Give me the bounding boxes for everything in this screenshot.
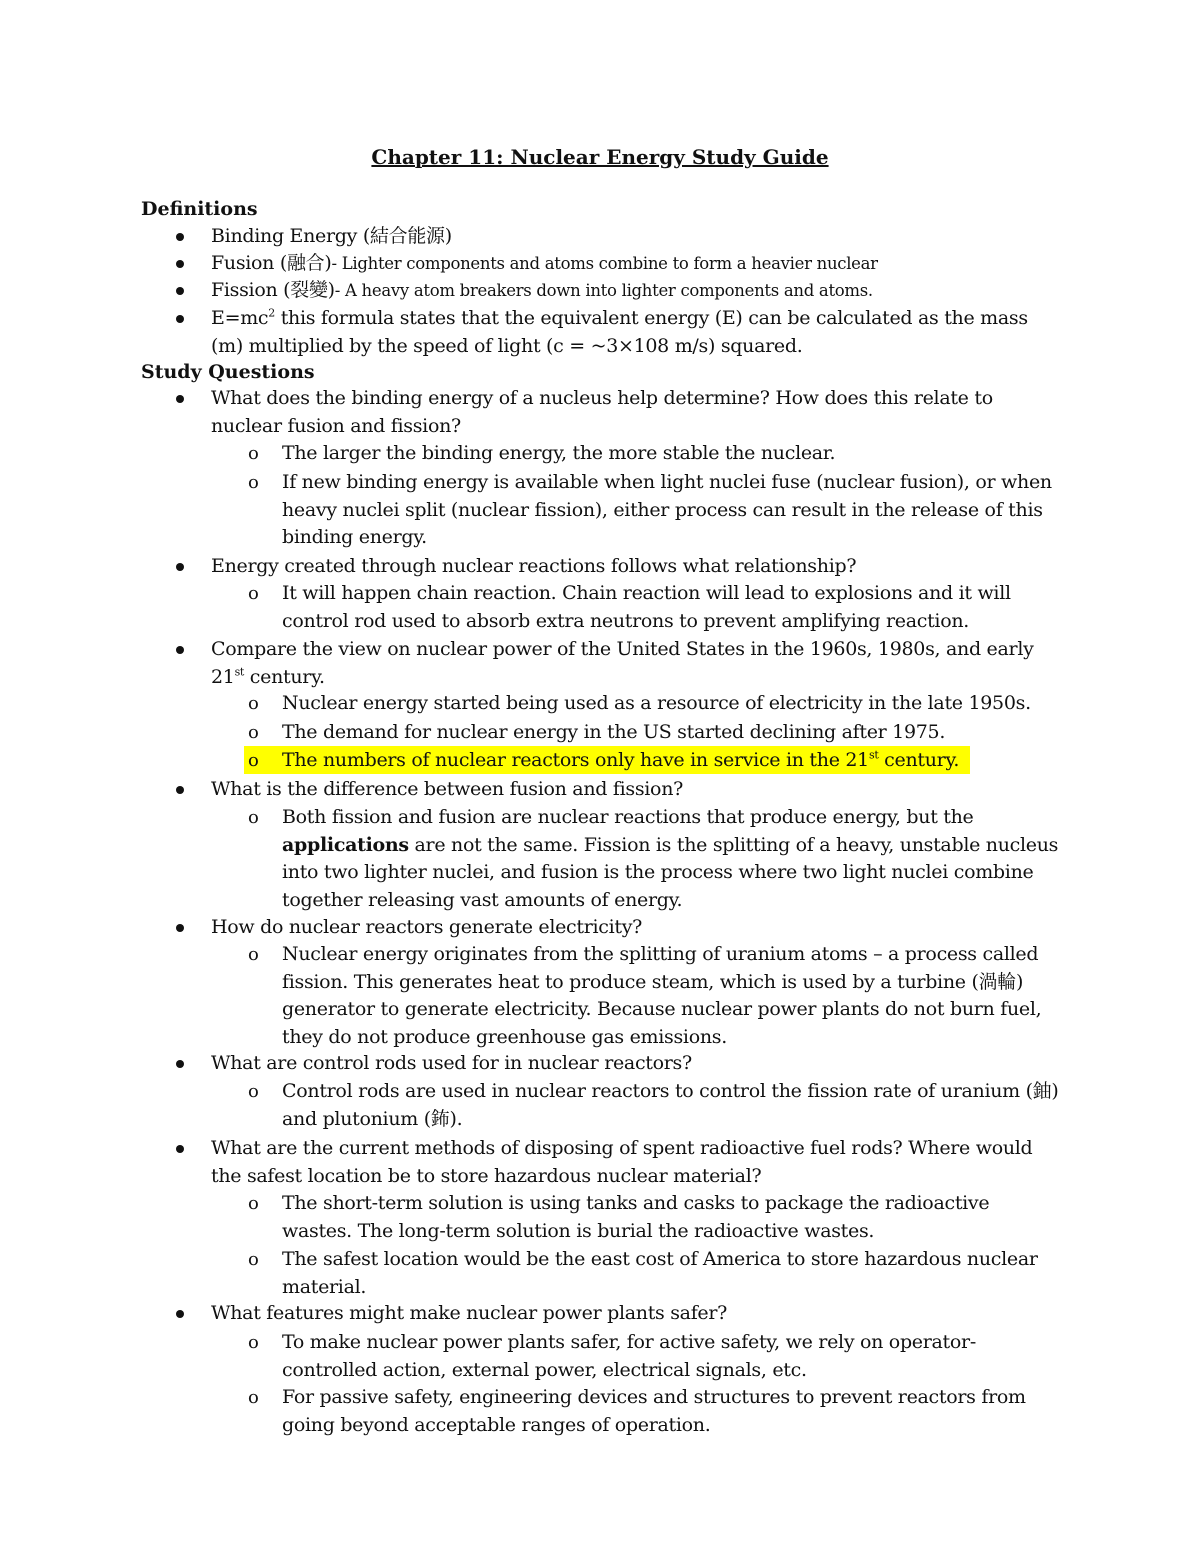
- answer-3-3-text: The numbers of nuclear reactors only have in service in the 21: [282, 749, 869, 771]
- answer-4-end: are not the same. Fission is the splitting of a heavy, unstable nucleus into two lighter nuclei, and fusion is the process where two light nuclei combine together releasing vast amounts of energy.: [282, 833, 1059, 911]
- answer-3-3-end: century.: [878, 749, 960, 771]
- fission-definition: - A heavy atom breakers down into lighter components and atoms.: [334, 281, 873, 300]
- question-6: What are control rods used for in nuclear reactors?: [211, 1052, 692, 1074]
- question-3: [211, 636, 1041, 691]
- answer-4: [282, 804, 1062, 914]
- answer-3-3-sup: st: [868, 748, 879, 762]
- definition-fission: [211, 277, 1091, 305]
- sub-bullet-icon: o: [248, 1249, 259, 1270]
- emc-description: this formula states that the equivalent energy (E) can be calculated as the mass (m) multiplied by the speed of light (c = ~3×108 m/s) squared.: [211, 307, 1028, 357]
- bullet-icon: [176, 1060, 184, 1068]
- question-7: What are the current methods of disposing of spent radioactive fuel rods? Where would the safest location be to store hazardous nuclear material?: [211, 1137, 1033, 1187]
- question-8: What features might make nuclear power plants safer?: [211, 1302, 728, 1324]
- question-4: What is the difference between fusion and fission?: [211, 778, 684, 800]
- answer-6: Control rods are used in nuclear reactors to control the fission rate of uranium (鈾) and plutonium (鈽).: [282, 1080, 1059, 1130]
- emc-base: E=mc: [211, 307, 269, 329]
- bullet-icon: [176, 287, 184, 295]
- sub-bullet-icon: o: [248, 1332, 259, 1353]
- sub-bullet-icon: o: [248, 1387, 259, 1408]
- sub-bullet-icon: o: [248, 1193, 259, 1214]
- bullet-icon: [176, 260, 184, 268]
- answer-3-2: The demand for nuclear energy in the US started declining after 1975.: [282, 721, 946, 743]
- emc-exponent: 2: [268, 306, 275, 320]
- document-title: Chapter 11: Nuclear Energy Study Guide: [371, 145, 829, 169]
- answer-8-2: For passive safety, engineering devices and structures to prevent reactors from going beyond acceptable ranges of operation.: [282, 1386, 1026, 1436]
- study-questions-heading: Study Questions: [141, 361, 315, 383]
- answer-5: Nuclear energy originates from the splitting of uranium atoms – a process called fission. This generates heat to produce steam, which is used by a turbine (渦輪) generator to generate electricity. Because nuclear power plants do not burn fuel, they do not produce greenhouse gas emissions.: [282, 943, 1042, 1048]
- answer-4-text: Both fission and fusion are nuclear reactions that produce energy, but the: [282, 806, 974, 828]
- sub-bullet-icon: o: [248, 944, 259, 965]
- question-3-text: Compare the view on nuclear power of the United States in the 1960s, 1980s, and early 21: [211, 638, 1034, 688]
- answer-2-1: It will happen chain reaction. Chain reaction will lead to explosions and it will control rod used to absorb extra neutrons to prevent amplifying reaction.: [282, 582, 1011, 632]
- sub-bullet-icon: o: [248, 583, 259, 604]
- bullet-icon: [176, 315, 184, 323]
- answer-3-1: Nuclear energy started being used as a resource of electricity in the late 1950s.: [282, 692, 1031, 714]
- fusion-definition: - Lighter components and atoms combine to form a heavier nuclear: [331, 254, 878, 273]
- definition-emc2: [211, 305, 1041, 360]
- bullet-icon: [176, 786, 184, 794]
- sub-bullet-icon: o: [248, 722, 259, 743]
- definition-fusion: [211, 250, 1091, 278]
- fission-term: Fission (裂變): [211, 279, 335, 301]
- question-2: Energy created through nuclear reactions follows what relationship?: [211, 555, 857, 577]
- sub-bullet-icon: o: [248, 472, 259, 493]
- definitions-heading: Definitions: [141, 198, 258, 220]
- bullet-icon: [176, 233, 184, 241]
- question-5: How do nuclear reactors generate electricity?: [211, 916, 643, 938]
- fusion-term: Fusion (融合): [211, 252, 332, 274]
- answer-3-3-highlighted: [282, 747, 1082, 775]
- sub-bullet-icon: o: [248, 443, 259, 464]
- question-3-end: century.: [244, 665, 325, 688]
- question-3-sup: st: [234, 665, 245, 679]
- sub-bullet-icon: o: [248, 807, 259, 828]
- answer-7-1: The short-term solution is using tanks and casks to package the radioactive wastes. The long-term solution is burial the radioactive wastes.: [282, 1192, 990, 1242]
- bullet-icon: [176, 1310, 184, 1318]
- answer-4-bold: applications: [282, 833, 409, 856]
- answer-1-2: If new binding energy is available when light nuclei fuse (nuclear fusion), or when heavy nuclei split (nuclear fission), either process can result in the release of this binding energy.: [282, 471, 1052, 548]
- question-1: What does the binding energy of a nucleus help determine? How does this relate to nuclear fusion and fission?: [211, 387, 993, 437]
- sub-bullet-icon: o: [248, 693, 259, 714]
- bullet-icon: [176, 395, 184, 403]
- bullet-icon: [176, 563, 184, 571]
- sub-bullet-icon: o: [248, 1081, 259, 1102]
- answer-8-1: To make nuclear power plants safer, for active safety, we rely on operator-controlled action, external power, electrical signals, etc.: [282, 1331, 976, 1381]
- bullet-icon: [176, 1145, 184, 1153]
- bullet-icon: [176, 924, 184, 932]
- answer-1-1: The larger the binding energy, the more stable the nuclear.: [282, 442, 836, 464]
- definition-binding-energy: Binding Energy (結合能源): [211, 225, 452, 247]
- sub-bullet-icon: o: [248, 750, 259, 771]
- answer-7-2: The safest location would be the east cost of America to store hazardous nuclear material.: [282, 1248, 1038, 1298]
- bullet-icon: [176, 646, 184, 654]
